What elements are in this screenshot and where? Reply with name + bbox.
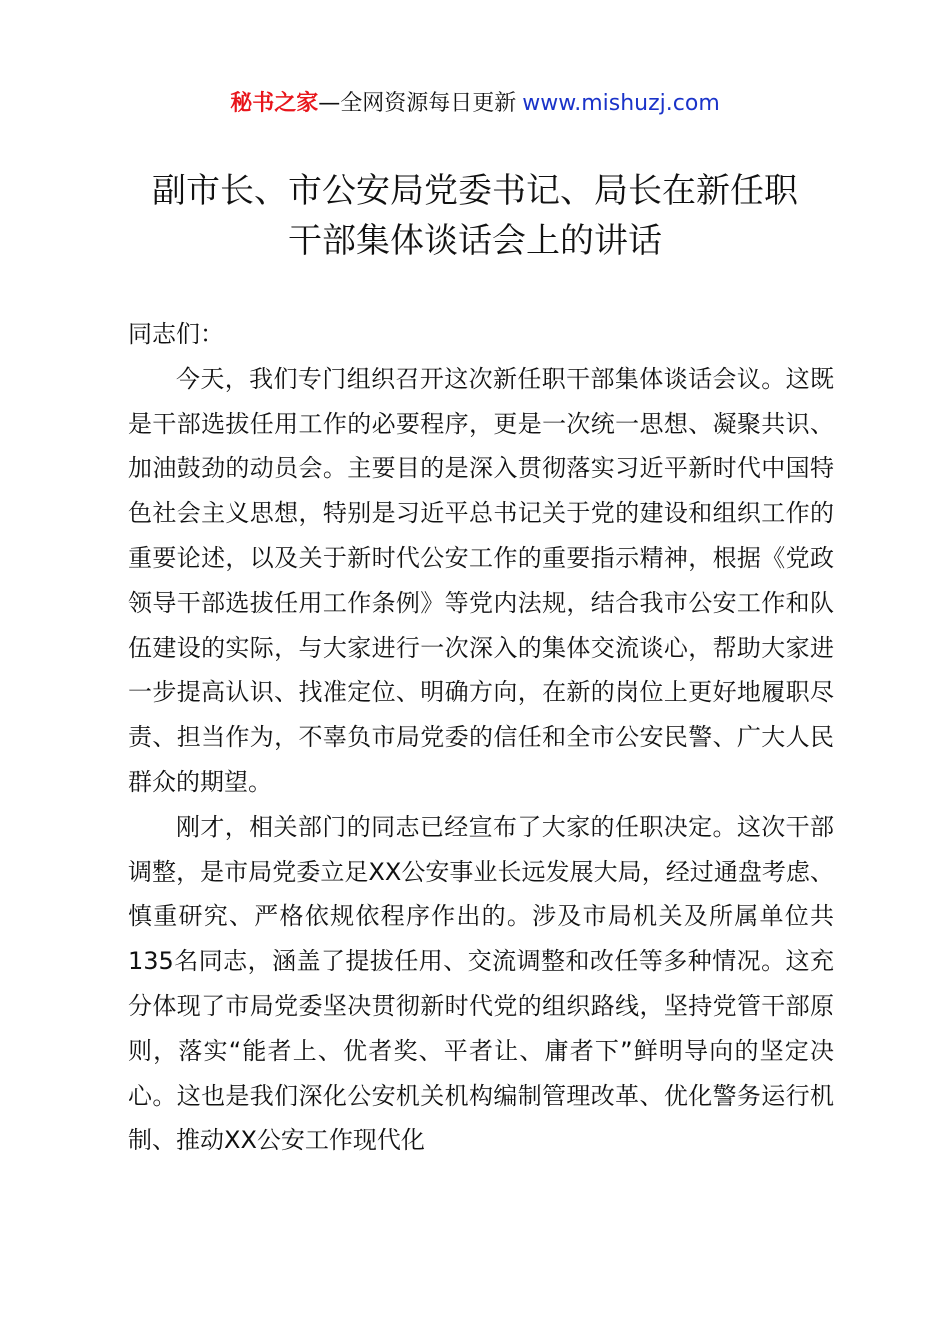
- site-slogan: —全网资源每日更新: [318, 91, 517, 116]
- paragraph-1: 今天，我们专门组织召开这次新任职干部集体谈话会议。这既是干部选拔任用工作的必要程序，更是一次统一思想、凝聚共识、加油鼓劲的动员会。主要目的是深入贯彻落实习近平新时代中国特色社会主义思想，特别是习近平总书记关于党的建设和组织工作的重要论述，以及关于新时代公安工作的重要指示精神，根据《党政领导干部选拔任用工作条例》等党内法规，结合我市公安工作和队伍建设的实际，与大家进行一次深入的集体交流谈心，帮助大家进一步提高认识、找准定位、明确方向，在新的岗位上更好地履职尽责、担当作为，不辜负市局党委的信任和全市公安民警、广大人民群众的期望。: [128, 364, 834, 796]
- document-title: [0, 166, 950, 266]
- document-body: [128, 312, 834, 1163]
- salutation: 同志们：: [128, 320, 224, 348]
- document-title-line-2: 干部集体谈话会上的讲话: [288, 221, 662, 261]
- site-url-link[interactable]: www.mishuzj.com: [522, 91, 720, 116]
- site-header: [0, 86, 950, 122]
- paragraph-2: 刚才，相关部门的同志已经宣布了大家的任职决定。这次干部调整，是市局党委立足XX公安事业长远发展大局，经过通盘考虑、慎重研究、严格依规依程序作出的。涉及市局机关及所属单位共135名同志，涵盖了提拔任用、交流调整和改任等多种情况。这充分体现了市局党委坚决贯彻新时代党的组织路线，坚持党管干部原则，落实“能者上、优者奖、平者让、庸者下”鲜明导向的坚定决心。这也是我们深化公安机关机构编制管理改革、优化警务运行机制、推动XX公安工作现代化: [128, 812, 834, 1155]
- document-title-line-1: 副市长、市公安局党委书记、局长在新任职: [152, 171, 798, 211]
- site-brand: 秘书之家: [230, 91, 319, 116]
